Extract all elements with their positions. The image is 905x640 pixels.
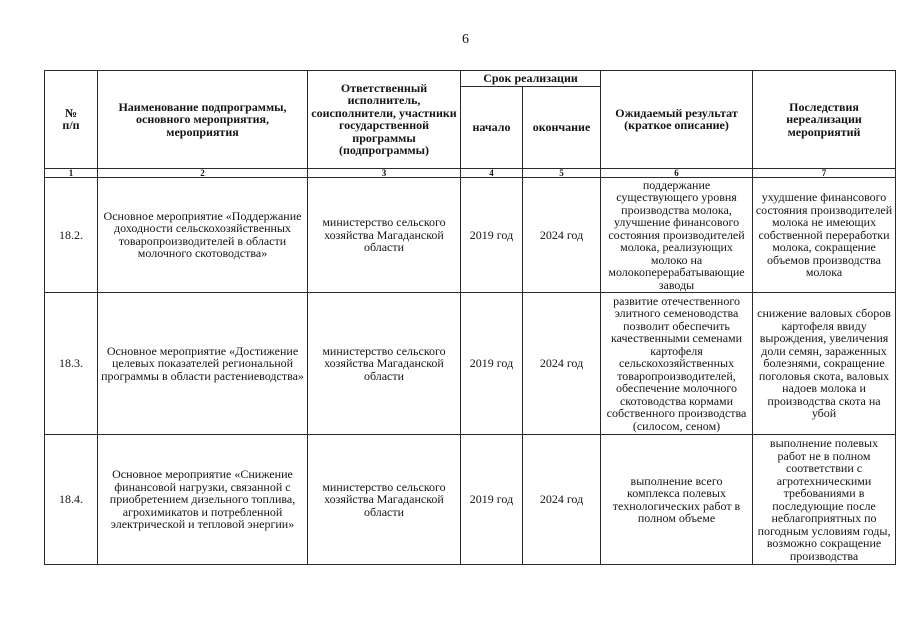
- row-result: выполнение всего комплекса полевых технологических работ в полном объеме: [601, 435, 753, 565]
- table-row: [45, 293, 896, 435]
- row-name: Основное мероприятие «Поддержание доходности сельскохозяйственных товаропроизводителей в области молочного скотоводства»: [98, 177, 308, 293]
- row-num: 18.2.: [45, 177, 98, 293]
- table-row: [45, 177, 896, 293]
- header-period: Срок реализации: [461, 71, 601, 87]
- table-body: [45, 168, 896, 565]
- row-consequences: выполнение полевых работ не в полном соответствии с агротехническими требованиями в последующие после неблагоприятных по погодным условиям годы, возможно сокращение производства: [753, 435, 896, 565]
- row-end: 2024 год: [523, 435, 601, 565]
- row-start: 2019 год: [461, 177, 523, 293]
- column-number: 7: [753, 168, 896, 177]
- header-start: начало: [461, 86, 523, 168]
- row-num: 18.3.: [45, 293, 98, 435]
- column-number: 6: [601, 168, 753, 177]
- row-result: поддержание существующего уровня производства молока, улучшение финансового состояния производителей молока, реализующих молоко на молокоперерабатывающие заводы: [601, 177, 753, 293]
- header-end: окончание: [523, 86, 601, 168]
- table-header: [45, 71, 896, 169]
- header-row: [45, 71, 896, 87]
- column-number: 4: [461, 168, 523, 177]
- header-name: Наименование подпрограммы, основного мероприятия, мероприятия: [98, 71, 308, 169]
- row-consequences: ухудшение финансового состояния производителей молока не имеющих собственной переработки молока, сокращение объемов производства молока: [753, 177, 896, 293]
- column-number: 3: [308, 168, 461, 177]
- program-measures-table: [44, 70, 896, 565]
- row-end: 2024 год: [523, 293, 601, 435]
- row-executor: министерство сельского хозяйства Магаданской области: [308, 435, 461, 565]
- row-num: 18.4.: [45, 435, 98, 565]
- row-executor: министерство сельского хозяйства Магаданской области: [308, 177, 461, 293]
- header-consequences: Последствия нереализации мероприятий: [753, 71, 896, 169]
- header-num-label: № п/п: [62, 105, 80, 133]
- column-number: 1: [45, 168, 98, 177]
- row-name: Основное мероприятие «Достижение целевых показателей региональной программы в области растениеводства»: [98, 293, 308, 435]
- header-num: [45, 71, 98, 169]
- header-executor: Ответственный исполнитель, соисполнители, участники государственной программы (подпрограммы): [308, 71, 461, 169]
- row-start: 2019 год: [461, 293, 523, 435]
- row-consequences: снижение валовых сборов картофеля ввиду вырождения, увеличения доли семян, зараженных болезнями, сокращение поголовья скота, валовых надоев молока и производства скота на убой: [753, 293, 896, 435]
- row-name: Основное мероприятие «Снижение финансовой нагрузки, связанной с приобретением дизельного топлива, агрохимикатов и потребленной электрической и тепловой энергии»: [98, 435, 308, 565]
- column-numbers-row: [45, 168, 896, 177]
- header-result: Ожидаемый результат (краткое описание): [601, 71, 753, 169]
- table-row: [45, 435, 896, 565]
- row-result: развитие отечественного элитного семеноводства позволит обеспечить качественными семенами картофеля сельскохозяйственных товаропроизводителей, обеспечение молочного скотоводства кормами собственного производства (силосом, сеном): [601, 293, 753, 435]
- row-start: 2019 год: [461, 435, 523, 565]
- column-number: 5: [523, 168, 601, 177]
- row-executor: министерство сельского хозяйства Магаданской области: [308, 293, 461, 435]
- row-end: 2024 год: [523, 177, 601, 293]
- page-number: 6: [462, 32, 469, 47]
- column-number: 2: [98, 168, 308, 177]
